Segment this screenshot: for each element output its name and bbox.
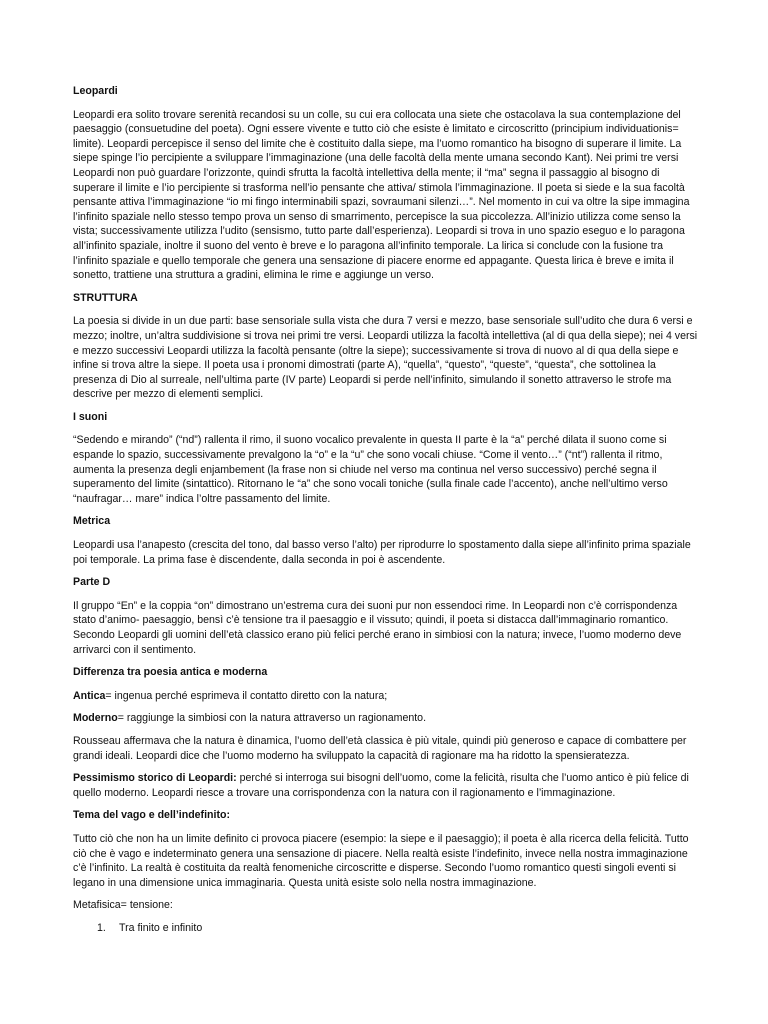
list-item xyxy=(73,921,698,936)
parte-d-paragraph: Il gruppo “En” e la coppia “on” dimostrano un’estrema cura dei suoni pur non essendoci rime. In Leopardi non c’è corrispondenza stato d’animo- paesaggio, bensì c’è tensione tra il paesaggio e il vissuto; quindi, il poeta si distacca dall’immaginario romantico. Secondo Leopardi gli uomini dell’età classico erano più felici perché erano in simbiosi con la natura; invece, l’uomo moderno deve arrivarci con il sentimento. xyxy=(73,599,682,656)
antica-text: = ingenua perché esprimeva il contatto diretto con la natura; xyxy=(105,689,388,702)
moderno-label: Moderno xyxy=(73,712,118,725)
metafisica-line: Metafisica= tensione: xyxy=(73,899,173,912)
struttura-heading: STRUTTURA xyxy=(73,291,138,304)
rousseau-paragraph: Rousseau affermava che la natura è dinamica, l’uomo dell’età classica è più vitale, quindi più generoso e capace di combattere per grandi ideali. Leopardi dice che l’uomo moderno ha sviluppato la capacità di ragionare ma ha ridotto la spensieratezza. xyxy=(73,734,687,762)
metrica-heading: Metrica xyxy=(73,515,111,528)
tema-paragraph: Tutto ciò che non ha un limite definito ci provoca piacere (esempio: la siepe e il paesaggio); il poeta è alla ricerca della felicità. Tutto ciò che è vago e indeterminato genera una sensazione di piacere. Nella realtà esiste l’indefinito, invece nella nostra immaginazione c’è l’infinito. La realtà è costituita da realtà fenomeniche circoscritte e disperse. Secondo l’uomo romantico questi singoli eventi si legano in una dimensione unica immaginaria. Questa unità esiste solo nella nostra immaginazione. xyxy=(73,832,689,889)
pessimismo-paragraph xyxy=(73,771,698,800)
struttura-paragraph: La poesia si divide in un due parti: base sensoriale sulla vista che dura 7 versi e mezzo, base sensoriale sull’udito che dura 6 versi e mezzo; inoltre, un’altra suddivisione si trova nei primi tre versi. Leopardi utilizza la facoltà intellettiva (al di qua della siepe); nei 4 versi e mezzo successivi Leopardi utilizza la facoltà pensante (oltre la siepe); successivamente si trova di nuovo al di qua della siepe e infine si trova altre la siepe. Il poeta usa i pronomi dimostrati (parte A), “quella”, “questo”, “queste”, “questa”, che sottolinea la presenza di Dio al surreale, nell’ultima parte (IV parte) Leopardi si perde nell’infinito, simulando il sonetto attraverso le strofe ma descrive per mezzo di elementi semplici. xyxy=(73,315,698,401)
parte-d-heading: Parte D xyxy=(73,576,111,589)
pessimismo-label: Pessimismo storico di Leopardi: xyxy=(73,772,237,785)
suoni-paragraph: “Sedendo e mirando” (“nd”) rallenta il rimo, il suono vocalico prevalente in questa II parte è la “a” perché dilata il suono come si espande lo spazio, successivamente prevalgono la “o” e la “u” che sono vocali chiuse. “Come il vento…” (“nt”) rallenta il ritmo, aumenta la presenza degli enjambement (la frase non si chiude nel verso ma continua nel verso successivo) perché segna il superamento del limite (sintattico). Ritornano le “a” che sono vocali toniche (sulla finale cade l’accento), anche nell’ultimo verso “naufragar… mare” indica l’oltre passamento del limite. xyxy=(73,434,668,505)
metrica-paragraph: Leopardi usa l’anapesto (crescita del tono, dal basso verso l’alto) per riprodurre lo spostamento dalla siepe all’infinito prima spaziale poi temporale. La prima fase è discendente, dalla seconda in poi è ascendente. xyxy=(73,539,691,566)
intro-paragraph: Leopardi era solito trovare serenità recandosi su un colle, su cui era collocata una siete che ostacolava la sua contemplazione del paesaggio (consuetudine del poeta). Ogni essere vivente e tutto ciò che esiste è limitato e circoscritto (principium individuationis= limite). Leopardi percepisce il senso del limite che è costituito dalla siepe, ma l’uomo romantico ha bisogno di superare il limite. La siepe spinge l’io percipiente a sviluppare l’immaginazione (una delle facoltà della mente umana secondo Kant). Nei primi tre versi Leopardi non può guardare l’orizzonte, quindi sfrutta la facoltà intellettiva della mente; il “ma” segna il passaggio al bisogno di superare il limite e l’io percipiente si trasforma nell’io pensante che attiva/ stimola l’immaginazione. Il poeta si siede e la sua facoltà pensante attiva l’immaginazione “io mi fingo interminabili spazi, sovraumani silenzi…”. Nel momento in cui va oltre la sipe immagina l’infinito spaziale nello stesso tempo prova un senso di smarrimento, percepisce la sua piccolezza. All’inizio utilizza come senso la vista; successivamente utilizza l’udito (sensismo, tutto parte dall’esperienza). Leopardi si trova in uno spazio eseguo e lo paragona all’infinito spaziale, inoltre il suono del vento è breve e lo paragona all’infinito temporale. La lirica si conclude con la fusione tra l’infinito spaziale e quello temporale che genera una sensazione di piacere enorme ed appagante. Questa lirica è breve e imita il sonetto, trattiene una struttura a gradini, elimina le rime e aggiunge un verso. xyxy=(73,108,690,282)
document-title: Leopardi xyxy=(73,85,118,97)
list-text: Tra finito e infinito xyxy=(119,921,203,934)
antica-paragraph xyxy=(73,689,698,704)
pessimismo-text: perché si interroga sui bisogni dell’uomo, come la felicità, risulta che l’uomo antico è più felice di quello moderno. Leopardi riesce a trovare una corrispondenza con la natura con il ragionamento e l’immaginazione. xyxy=(73,772,689,799)
list-number: 1. xyxy=(97,921,106,934)
moderno-paragraph xyxy=(73,711,698,726)
tema-heading: Tema del vago e dell’indefinito: xyxy=(73,809,230,822)
numbered-list xyxy=(73,921,698,936)
antica-label: Antica xyxy=(73,689,106,702)
suoni-heading: I suoni xyxy=(73,410,108,423)
differenza-heading: Differenza tra poesia antica e moderna xyxy=(73,666,268,679)
moderno-text: = raggiunge la simbiosi con la natura attraverso un ragionamento. xyxy=(117,712,427,725)
document-page xyxy=(73,84,698,936)
